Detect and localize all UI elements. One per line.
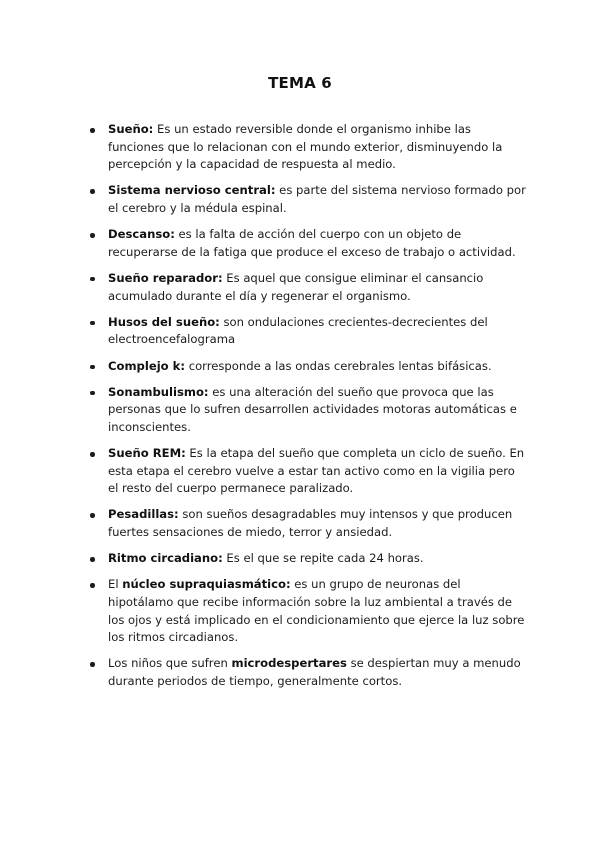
item-text: es un grupo de neuronas del hipotálamo que recibe información sobre la luz ambiental a través de los ojos y está implicado en el condicionamiento que ejerce la luz sobre los ritmos circadianos.	[108, 577, 525, 645]
item-term: Husos del sueño:	[108, 314, 220, 329]
list-item	[108, 226, 528, 261]
item-term: Complejo k:	[108, 358, 186, 373]
item-text: Es aquel que consigue eliminar el cansancio acumulado durante el día y regenerar el organismo.	[108, 270, 484, 303]
list-item	[108, 445, 528, 498]
item-text: es una alteración del sueño que provoca que las personas que lo sufren desarrollen actividades motoras automáticas e inconscientes.	[108, 384, 517, 434]
list-item	[108, 358, 528, 376]
item-text: Es la etapa del sueño que completa un ciclo de sueño. En esta etapa el cerebro vuelve a estar tan activo como en la vigilia pero el resto del cuerpo permanece paralizado.	[108, 446, 525, 496]
list-item	[108, 314, 528, 349]
item-term: Ritmo circadiano:	[108, 551, 223, 566]
list-item	[108, 550, 528, 568]
item-text: es la falta de acción del cuerpo con un objeto de recuperarse de la fatiga que produce el exceso de trabajo o actividad.	[108, 227, 516, 259]
list-item	[108, 121, 528, 174]
item-term: Descanso:	[108, 227, 175, 242]
item-term: Pesadillas:	[108, 507, 179, 522]
list-item	[108, 576, 528, 646]
item-term: microdespertares	[231, 656, 347, 671]
item-prefix: Los niños que sufren	[108, 656, 232, 671]
item-text: corresponde a las ondas cerebrales lentas bifásicas.	[185, 358, 492, 373]
page-title: TEMA 6	[268, 74, 332, 92]
item-term: núcleo supraquiasmático:	[122, 577, 291, 592]
list-item	[108, 506, 528, 541]
item-term: Sonambulismo:	[108, 384, 209, 399]
list-item	[108, 270, 528, 305]
item-term: Sueño:	[108, 122, 154, 136]
item-term: Sueño reparador:	[108, 270, 223, 285]
item-text: Es un estado reversible donde el organismo inhibe las funciones que lo relacionan con el mundo exterior, disminuyendo la percepción y la capacidad de respuesta al medio.	[108, 122, 503, 172]
list-item	[108, 384, 528, 437]
list-item	[108, 655, 528, 690]
item-text: se despiertan muy a menudo durante periodos de tiempo, generalmente cortos.	[108, 656, 521, 688]
item-prefix: El	[108, 577, 123, 592]
item-term: Sistema nervioso central:	[108, 183, 276, 198]
definition-list	[108, 121, 528, 699]
item-text: son ondulaciones crecientes-decrecientes del electroencefalograma	[108, 314, 488, 347]
item-text: es parte del sistema nervioso formado por el cerebro y la médula espinal.	[108, 183, 526, 215]
list-item	[108, 182, 528, 217]
item-text: son sueños desagradables muy intensos y que producen fuertes sensaciones de miedo, terror y ansiedad.	[108, 507, 513, 540]
item-text: Es el que se repite cada 24 horas.	[222, 551, 424, 566]
item-term: Sueño REM:	[108, 446, 186, 461]
